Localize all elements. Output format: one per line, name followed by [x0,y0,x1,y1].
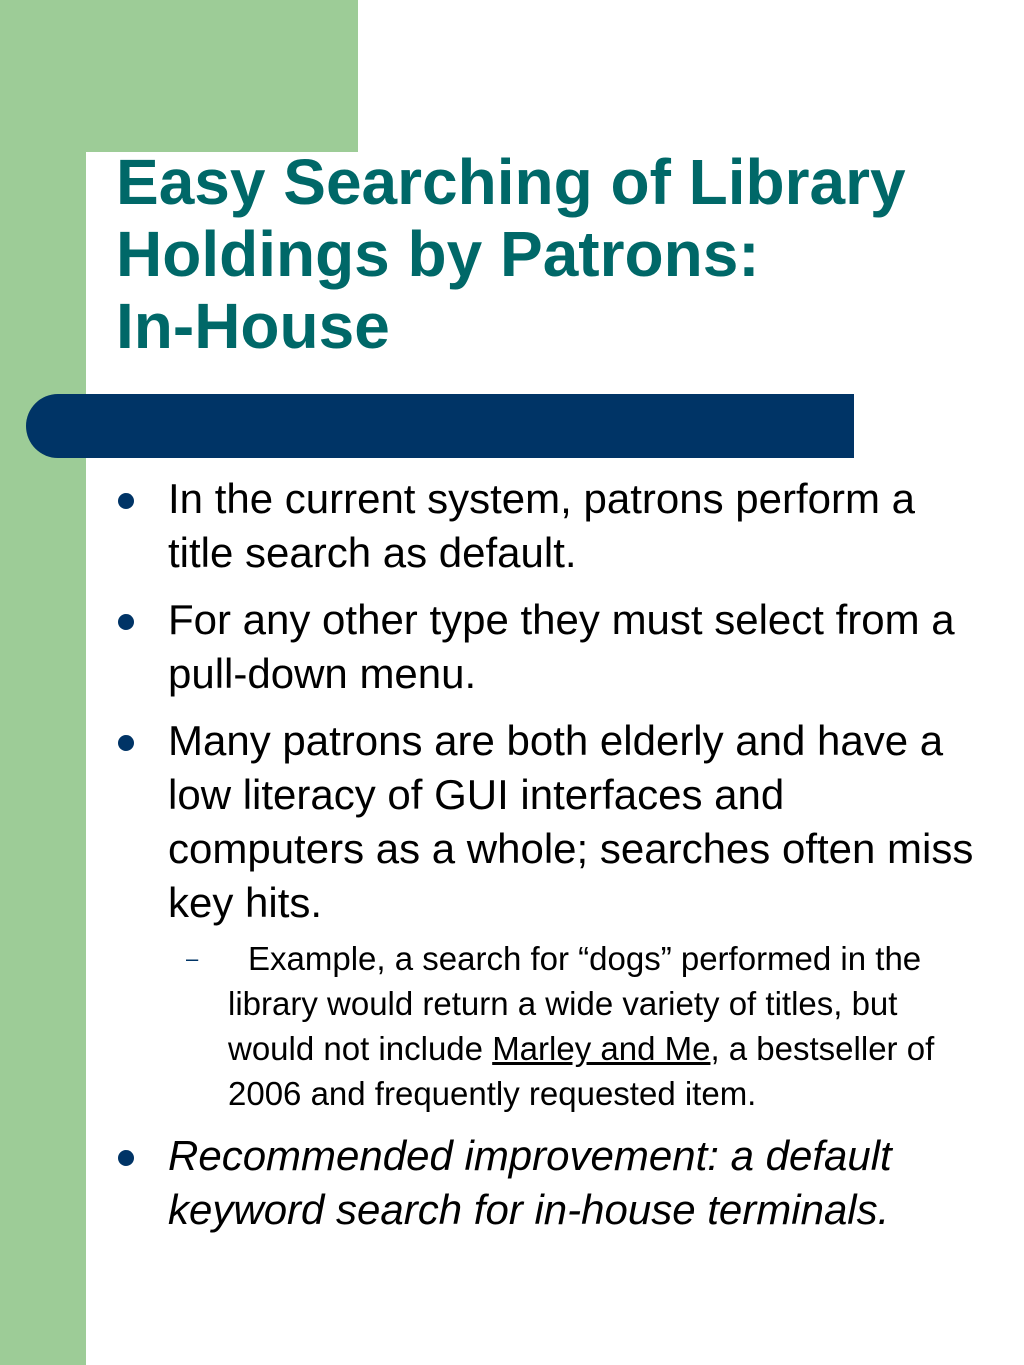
bullet-item-3 [168,714,988,1116]
dash-icon: – [186,946,199,971]
bullet-dot-icon [118,735,134,751]
bullet-item-4 [168,1129,988,1237]
sub-bullet-item [186,936,988,1116]
bullet-dot-icon [118,1150,134,1166]
bullet-text: Many patrons are both elderly and have a low literacy of GUI interfaces and computers as a whole; searches often miss key hits. [168,717,974,926]
left-accent-band [0,0,86,1365]
example-text-end: , a bestseller of 2006 and frequently requested item. [228,1030,935,1112]
bullet-dot-icon [118,614,134,630]
title-divider-bar [26,394,854,458]
bullet-item-1 [168,472,988,580]
title-line-2: Holdings by Patrons: [116,218,760,290]
book-title-marley-and-me: Marley and Me [492,1030,711,1067]
sub-bullet-list [168,936,988,1116]
example-text-start: Example, a search for “dogs” performed in the library would return a wide variety of titles, but would not include [228,940,922,1067]
slide-title [116,146,1006,362]
top-left-accent-block [0,0,358,152]
title-line-3: In-House [116,290,390,362]
recommendation-text: Recommended improvement: a default keyword search for in-house terminals. [168,1132,892,1233]
bullet-list [168,472,988,1250]
bullet-text: In the current system, patrons perform a title search as default. [168,475,915,576]
bullet-dot-icon [118,493,134,509]
bullet-item-2 [168,593,988,701]
bullet-text: For any other type they must select from a pull-down menu. [168,596,955,697]
title-line-1: Easy Searching of Library [116,146,906,218]
